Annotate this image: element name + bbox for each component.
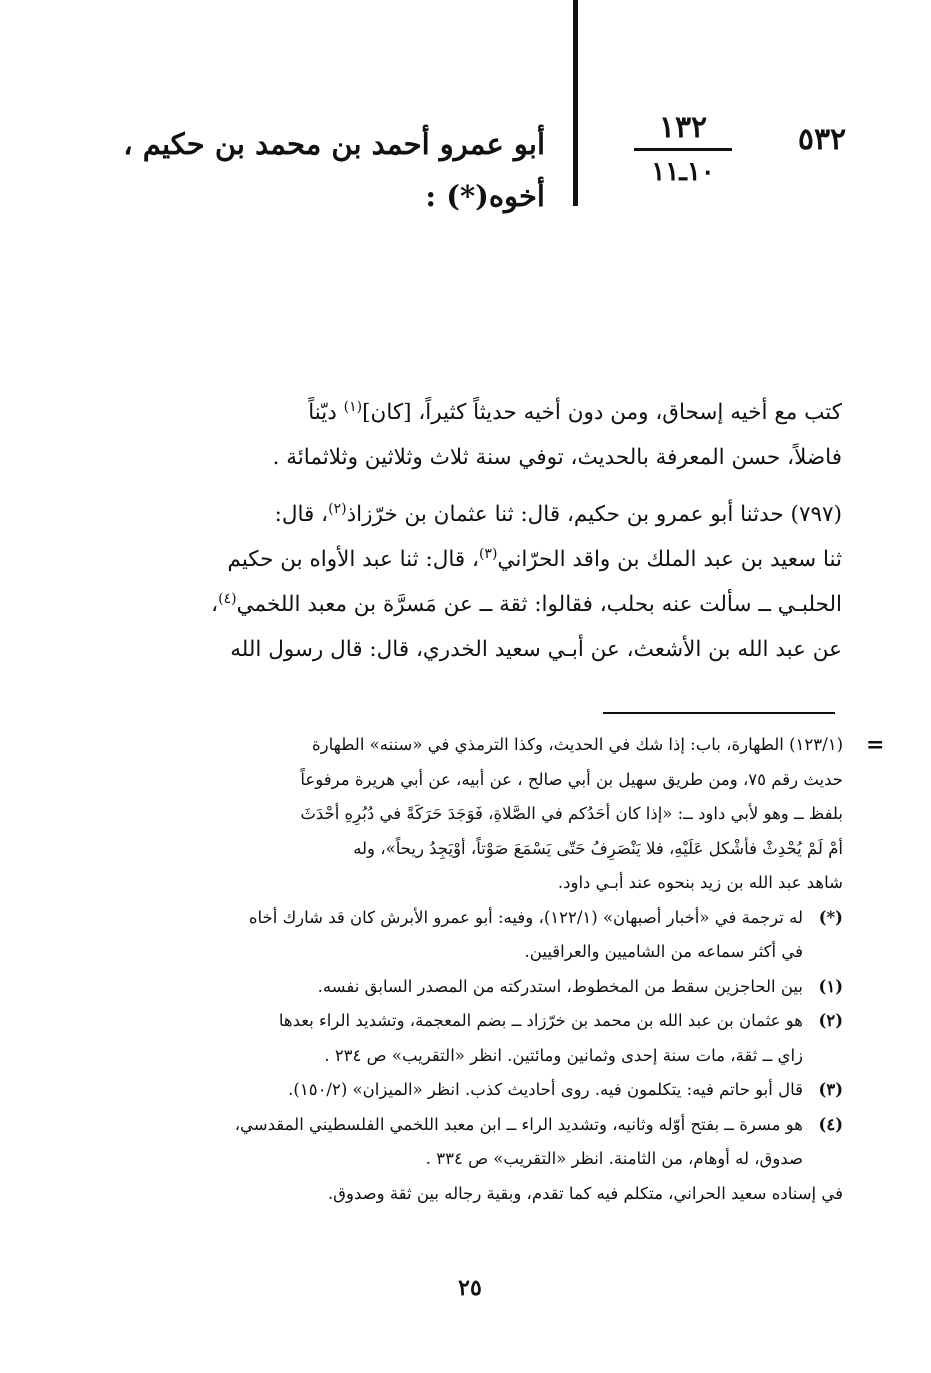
footnote-ref: (٢) [328,501,347,517]
text-line: ثنا سعيد بن عبد الملك بن واقد الحرّاني$^{(٣)}$، قال: ثنا عبد الأواه بن حكيم [227,546,842,572]
text-line: (٧٩٧) حدثنا أبو عمرو بن حكيم، قال: ثنا عثمان بن خرّزاذ$^{(٢)}$، قال: [274,501,842,527]
footnote-line: (١٢٣/١) الطهارة، باب: إذا شك في الحديث، وكذا الترمذي في «سننه» الطهارة [312,735,843,754]
footnote-line: زاي ــ ثقة، مات سنة إحدى وثمانين ومائتين. انظر «التقريب» ص ٢٣٤ . [324,1045,803,1065]
footnote-ref: (٤) [218,591,237,607]
text-line: كتب مع أخيه إسحاق، ومن دون أخيه حديثاً كثيراً، [كان]$^{(١)}$ ديّناً [308,399,842,425]
footnote-marker: (٤) [818,1114,843,1134]
footnote-line: هو مسرة ــ بفتح أوّله وثانيه، وتشديد الراء ــ ابن معبد اللخمي الفلسطيني المقدسي، [234,1114,803,1134]
footnote-marker: (*) [818,907,843,927]
footnote-line: في أكثر سماعه من الشاميين والعراقيين. [524,942,803,961]
fraction-bottom: ١٠ـ١١ [651,157,715,187]
footnote-item [145,901,843,970]
page-number: ٢٥ [458,1275,482,1301]
text-line: فاضلاً، حسن المعرفة بالحديث، توفي سنة ثلاث وثلاثين وثلاثمائة . [272,445,842,470]
entry-title [123,118,545,222]
reference-fraction [628,108,738,193]
footnote-marker: (٢) [818,1011,843,1030]
footnote-line: حديث رقم ٧٥، ومن طريق سهيل بن أبي صالح ، عن أبيه، عن أبي هريرة مرفوعاً [300,769,843,789]
entry-title-line-1: أبو عمرو أحمد بن محمد بن حكيم ، [123,127,545,161]
footnote-closing [145,1177,843,1212]
text-line: الحلبـي ــ سألت عنه بحلب، فقالوا: ثقة ــ عن مَسرَّة بن معبد اللخمي$^{(٤)}$، [211,591,842,617]
footnote-line: قال أبو حاتم فيه: يتكلمون فيه. روى أحاديث كذب. انظر «الميزان» (١٥٠/٢). [288,1080,803,1099]
footnote-item [145,970,843,1005]
entry-number: ٥٣٢ [797,122,847,157]
footnote-separator [603,712,835,714]
footnote-line: صدوق، له أوهام، من الثامنة. انظر «التقريب» ص ٣٣٤ . [425,1149,803,1168]
paragraph-biography [134,390,842,480]
paragraph-hadith [134,492,842,672]
footnote-item [145,1073,843,1108]
footnote-line: له ترجمة في «أخبار أصبهان» (١٢٢/١)، وفيه: أبو عمرو الأبرش كان قد شارك أخاه [248,907,803,927]
footnote-continuation [145,728,843,901]
footnote-line: هو عثمان بن عبد الله بن محمد بن خرّزاد ــ بضم المعجمة، وتشديد الراء بعدها [278,1011,803,1030]
footnote-item [145,1004,843,1073]
fraction-top: ١٣٢ [658,110,708,145]
footnote-line: في إسناده سعيد الحراني، متكلم فيه كما تقدم، وبقية رجاله بين ثقة وصدوق. [327,1183,843,1203]
footnote-ref: (٣) [478,546,498,562]
footnote-line: شاهد عبد الله بن زيد بنحوه عند أبـي داود. [557,873,843,892]
footnote-marker: (٣) [818,1080,843,1099]
header-vertical-rule [573,0,578,206]
text-line: عن عبد الله بن الأشعث، عن أبـي سعيد الخدري، قال: قال رسول الله [230,637,842,662]
footnote-marker: (١) [818,976,843,996]
footnote-line: أمْ لَمْ يُحْدِثْ فأشْكل عَلَيْهِ، فلا يَنْصَرِفُ حَتّى يَسْمَعَ صَوْتاً، أوْيَجِدُ ريحاً»، وله [353,838,843,858]
footnotes [145,728,843,1211]
footnote-item [145,1108,843,1177]
footnote-ref: (١) [343,399,363,415]
footnote-line: بلفظ ــ وهو لأبي داود ــ: «إذا كان أحَدُكم في الصَّلاةِ، فَوَجَدَ حَرَكَةً في دُبُرِهِ أحْدَثَ [300,804,843,823]
body-text [134,390,842,672]
continued-mark: = [866,732,885,758]
footnote-line: بين الحاجزين سقط من المخطوط، استدركته من المصدر السابق نفسه. [317,976,803,996]
entry-title-line-2: أخوه(*) : [425,179,545,213]
